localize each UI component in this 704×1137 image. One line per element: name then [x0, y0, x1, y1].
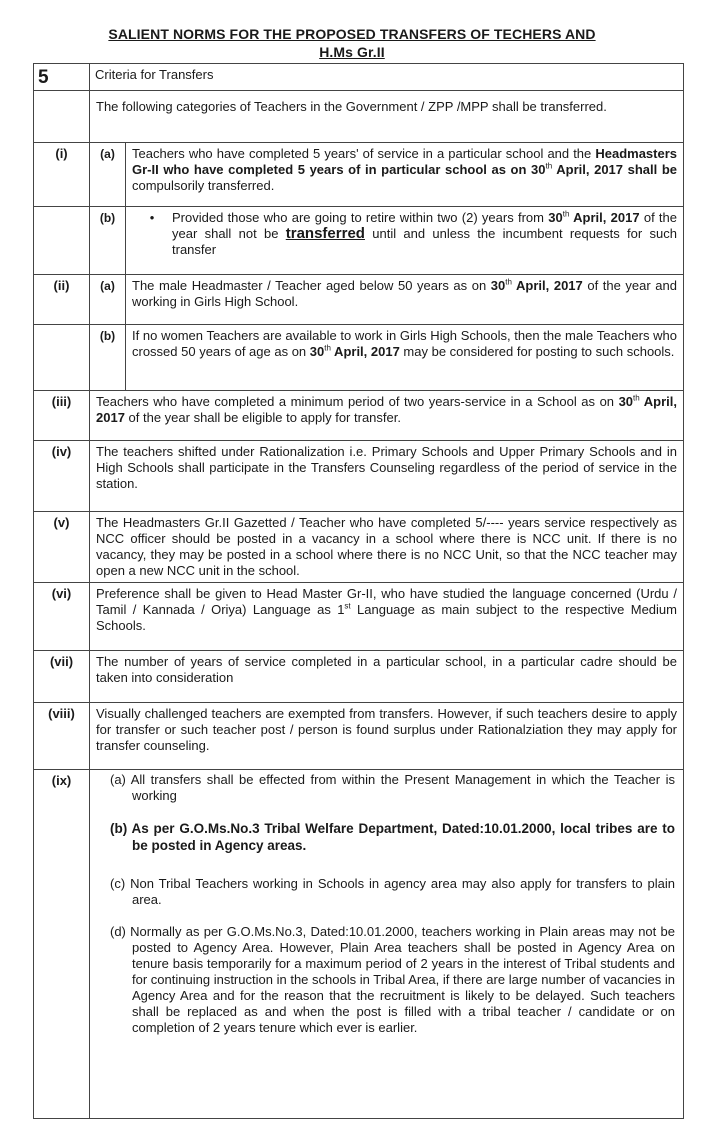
row-vii [34, 651, 684, 703]
blank-cell [34, 325, 90, 391]
row-viii-text: Visually challenged teachers are exempted from transfers. However, if such teachers desire to apply for transfer or such teacher post / person is found surplus under Rationalziation they may apply for transfer counseling. [90, 703, 684, 770]
row-number: (iv) [34, 441, 90, 512]
blank-cell [34, 207, 90, 275]
row-ix-b: (b) As per G.O.Ms.No.3 Tribal Welfare Department, Dated:10.01.2000, local tribes are to be posted in Agency areas. [110, 821, 675, 853]
row-number: (ix) [34, 770, 90, 1119]
row-vi [34, 583, 684, 651]
document-subtitle: H.Ms Gr.II [319, 44, 385, 60]
row-number: (v) [34, 512, 90, 583]
row-i-a-text: Teachers who have completed 5 years' of service in a particular school and the Headmasters Gr-II who have completed 5 years of in particular school as on 30th April, 2017 shall be compulsorily transferred. [126, 143, 684, 207]
section-header-row [34, 64, 684, 91]
row-ix-c: (c) Non Tribal Teachers working in Schools in agency area may also apply for transfers to plain area. [110, 876, 675, 907]
row-number: (viii) [34, 703, 90, 770]
row-number: (iii) [34, 391, 90, 441]
intro-blank-cell [34, 91, 90, 143]
row-number: (ii) [34, 275, 90, 325]
section-heading: Criteria for Transfers [90, 64, 684, 91]
row-i-b-text: • Provided those who are going to retire within two (2) years from 30th April, 2017 of the year shall not be transferred until and unless the incumbent requests for such transfer [126, 207, 684, 275]
row-vi-text: Preference shall be given to Head Master Gr-II, who have studied the language concerned (Urdu / Tamil / Kannada / Oriya) Language as 1st Language as main subject to the respective Medium Schools. [90, 583, 684, 651]
row-iv [34, 441, 684, 512]
row-viii [34, 703, 684, 770]
row-number: (i) [34, 143, 90, 207]
row-v [34, 512, 684, 583]
row-ii-b [34, 325, 684, 391]
row-v-text: The Headmasters Gr.II Gazetted / Teacher who have completed 5/---- years service respectively as NCC officer should be posted in a vacancy in a school where there is NCC unit. If there is no vacancy, they may be posted in a school where there is no NCC Unit, so that the NCC teacher may open a new NCC unit in the school. [90, 512, 684, 583]
row-iii-text: Teachers who have completed a minimum period of two years-service in a School as on 30th April, 2017 of the year shall be eligible to apply for transfer. [90, 391, 684, 441]
row-ix [34, 770, 684, 1119]
row-i-b [34, 207, 684, 275]
row-ix-d: (d) Normally as per G.O.Ms.No.3, Dated:10.01.2000, teachers working in Plain areas may not be posted to Agency Area. However, Plain Area teachers shall be posted in Agency Area on tenure basis temporarily for a maximum period of 2 years in the interest of Tribal students and for continuing instruction in the schools in Tribal Area, if there are large number of vacancies in Agency Area and for the reason that the recruitment is likely to be delayed. Such teachers shall be replaced as and when the post is filled with a tribal teacher / candidate or on completion of 2 years tenure which ever is earlier. [110, 924, 675, 1035]
section-number: 5 [34, 64, 90, 91]
bullet-icon: • [149, 210, 155, 225]
row-i-a [34, 143, 684, 207]
row-number: (vii) [34, 651, 90, 703]
row-vii-text: The number of years of service completed in a particular school, in a particular cadre should be taken into consideration [90, 651, 684, 703]
row-iii [34, 391, 684, 441]
sub-label: (a) [90, 143, 126, 207]
row-ii-b-text: If no women Teachers are available to work in Girls High Schools, then the male Teachers who crossed 50 years of age as on 30th April, 2017 may be considered for posting to such schools. [126, 325, 684, 391]
sub-label: (a) [90, 275, 126, 325]
row-iv-text: The teachers shifted under Rationalization i.e. Primary Schools and Upper Primary Schools and in High Schools shall participate in the Transfers Counseling regardless of the period of service in the station. [90, 441, 684, 512]
row-ix-text [90, 770, 684, 1119]
intro-text: The following categories of Teachers in the Government / ZPP /MPP shall be transferred. [90, 91, 684, 143]
row-ii-a [34, 275, 684, 325]
intro-row [34, 91, 684, 143]
norms-table [33, 63, 684, 1119]
row-ii-a-text: The male Headmaster / Teacher aged below 50 years as on 30th April, 2017 of the year and working in Girls High School. [126, 275, 684, 325]
sub-label: (b) [90, 207, 126, 275]
row-ix-a: (a) All transfers shall be effected from within the Present Management in which the Teacher is working [110, 772, 675, 803]
row-number: (vi) [34, 583, 90, 651]
document-title: SALIENT NORMS FOR THE PROPOSED TRANSFERS OF TECHERS AND [108, 26, 596, 42]
sub-label: (b) [90, 325, 126, 391]
